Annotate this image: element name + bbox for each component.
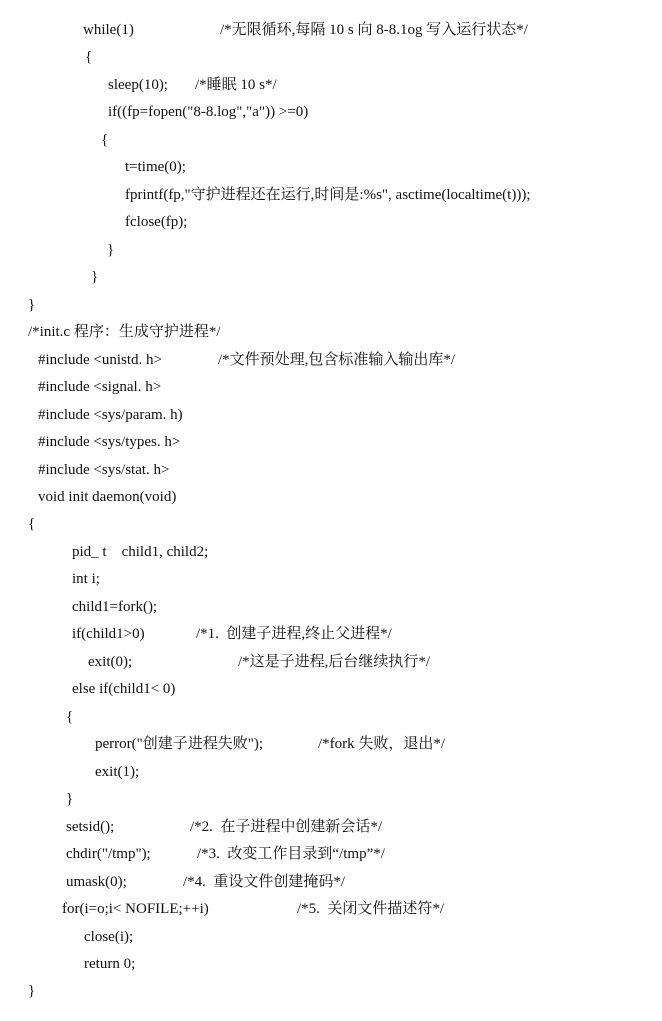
code-line: /*init.c 程序：生成守护进程*/ (28, 324, 221, 340)
code-line: } (28, 297, 36, 313)
code-line: { (66, 709, 74, 725)
code-line: if(child1>0) (72, 626, 145, 642)
code-line: chdir("/tmp"); (66, 846, 151, 862)
code-line: int i; (72, 571, 100, 587)
code-line: } (107, 242, 115, 258)
code-comment: /*fork 失败，退出*/ (318, 736, 446, 752)
code-comment: /*睡眠 10 s*/ (195, 77, 277, 93)
code-line: { (85, 49, 93, 65)
code-line: fprintf(fp,"守护进程还在运行,时间是:%s", asctime(localtime(t))); (125, 187, 531, 203)
code-comment: /*无限循环,每隔 10 s 向 8-8.1og 写入运行状态*/ (220, 22, 528, 38)
code-line: #include <signal. h> (38, 379, 162, 395)
code-line: umask(0); (66, 874, 127, 890)
code-comment: /*文件预处理,包含标准输入输出库*/ (218, 352, 456, 368)
code-line: t=time(0); (125, 159, 186, 175)
code-line: return 0; (84, 956, 136, 972)
code-line: exit(0); (88, 654, 133, 670)
code-comment: /*5. 关闭文件描述符*/ (297, 901, 445, 917)
code-line: { (28, 516, 36, 532)
code-line: for(i=o;i< NOFILE;++i) (62, 901, 209, 917)
code-line: pid_ t child1, child2; (72, 544, 209, 560)
code-comment: /*4. 重设文件创建掩码*/ (183, 874, 346, 890)
code-line: #include <sys/param. h) (38, 407, 183, 423)
code-line: fclose(fp); (125, 214, 188, 230)
code-comment: /*3. 改变工作目录到“/tmp”*/ (197, 846, 385, 862)
code-line: } (91, 269, 99, 285)
code-line: #include <sys/types. h> (38, 434, 181, 450)
code-comment: /*2. 在子进程中创建新会话*/ (190, 819, 383, 835)
code-comment: /*这是子进程,后台继续执行*/ (238, 654, 431, 670)
code-line: #include <sys/stat. h> (38, 462, 170, 478)
code-line: child1=fork(); (72, 599, 158, 615)
code-line: sleep(10); (108, 77, 168, 93)
code-comment: /*1. 创建子进程,终止父进程*/ (196, 626, 392, 642)
code-line: exit(1); (95, 764, 140, 780)
code-line: if((fp=fopen("8-8.log","a")) >=0) (108, 104, 309, 120)
code-line: perror("创建子进程失败"); (95, 736, 264, 752)
code-line: void init daemon(void) (38, 489, 177, 505)
code-line: } (66, 791, 74, 807)
code-line: { (101, 132, 109, 148)
code-line: while(1) (83, 22, 134, 38)
code-line: else if(child1< 0) (72, 681, 176, 697)
code-line: #include <unistd. h> (38, 352, 162, 368)
code-line: } (28, 983, 36, 999)
code-line: close(i); (84, 929, 134, 945)
code-line: setsid(); (66, 819, 115, 835)
